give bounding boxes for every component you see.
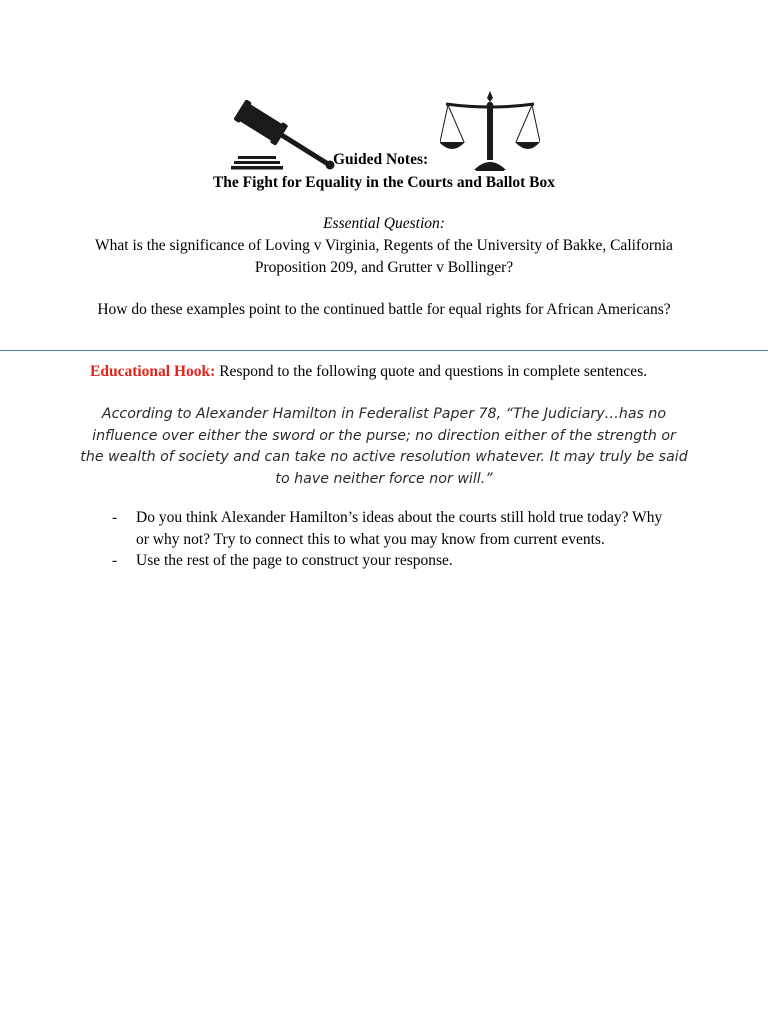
question-list [112,507,672,572]
page-title: The Fight for Equality in the Courts and Ballot Box [212,174,556,191]
question-text: Use the rest of the page to construct your response. [136,552,453,569]
essential-question-label: Essential Question: [323,215,445,232]
educational-hook [90,362,690,382]
list-item [112,550,672,572]
scales-of-justice-icon [440,90,540,172]
question-text: Do you think Alexander Hamilton’s ideas about the courts still hold true today? Why or why not? Try to connect this to what you may know from current events. [136,509,663,548]
essential-question-followup: How do these examples point to the continued battle for equal rights for African Americans? [97,301,671,318]
section-divider [0,350,768,351]
essential-question-text: What is the significance of Loving v Virginia, Regents of the University of Bakke, California Proposition 209, and Grutter v Bollinger? [95,237,673,276]
educational-hook-instruction: Respond to the following quote and questions in complete sentences. [215,363,648,380]
bullet-marker: - [112,509,118,526]
list-item [112,507,672,550]
bullet-marker: - [112,552,118,569]
page-title-label: Guided Notes: [333,151,429,168]
gavel-icon [228,100,340,172]
educational-hook-label: Educational Hook: [90,363,216,380]
hamilton-quote: According to Alexander Hamilton in Federalist Paper 78, “The Judiciary…has no influence over either the sword or the purse; no direction either of the strength or the wealth of society and can take no active resolution whatever. It may truly be said to have neither force nor will.” [80,406,688,487]
